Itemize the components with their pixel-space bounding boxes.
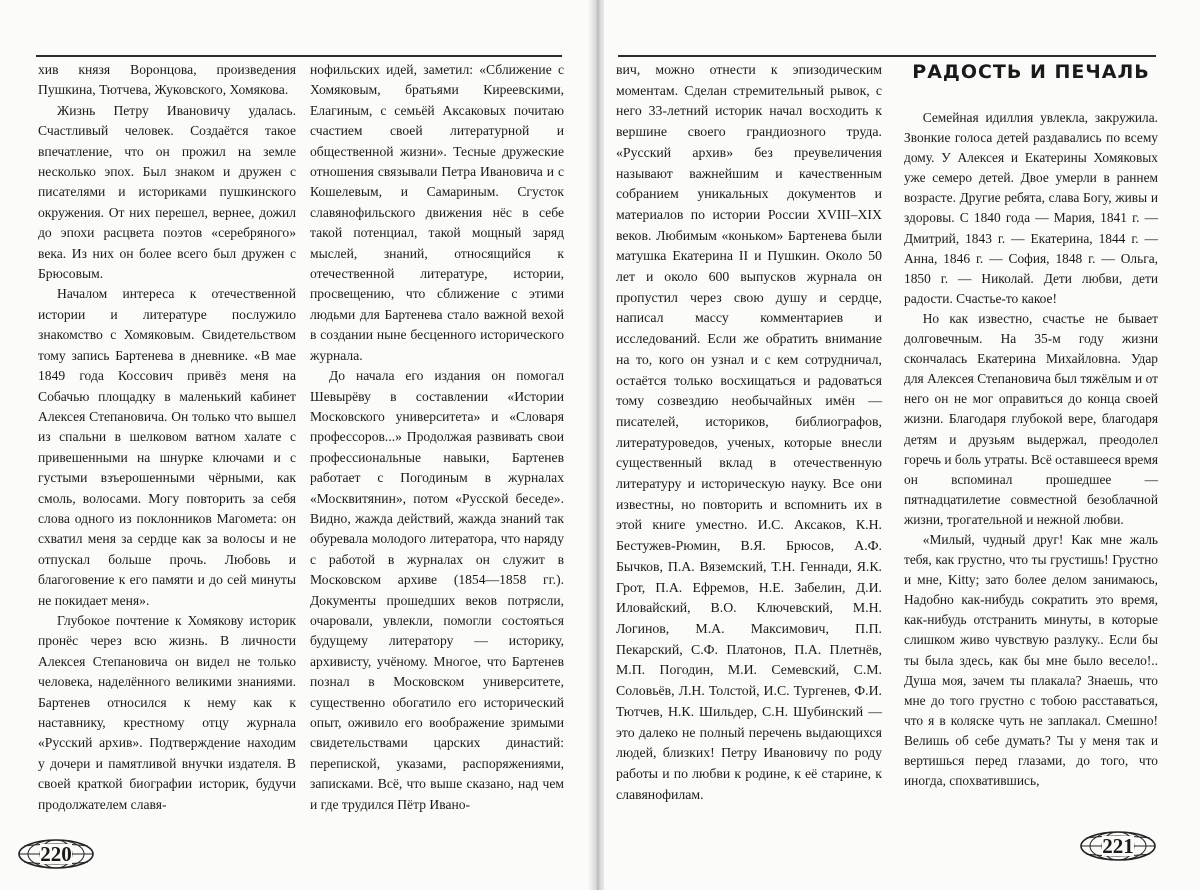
paragraph: Но как известно, счастье не бывает долговечным. На 35-м году жизни скончалась Екатерина Михайловна. Удар для Алексея Степановича был тяжёлым и от него он не мог оправиться до конца своей жизни. Благодаря глубокой вере, благодаря детям и друзьям выдержал, преодолел горечь и боль утраты. Всё оставшееся время он вспоминал прошедшее — пятнадцатилетие совместной безоблачной жизни, трогательной и нежной любви. <box>904 310 1158 527</box>
paragraph: Началом интереса к отечественной истории и литературе послужило знакомство с Хомяковым. Свидетельством тому запись Бартенева в дневнике. «В мае 1849 года Коссович привёз меня на Собачью площадку в маленький кабинет Алексея Степановича. Он только что вышел из спальни в шелковом ватном халате с привешенными на шнурке ключами и с густыми взъерошенными чёрными, как смоль, волосами. Могу повторить за себя слова одного из поклонников Магомета: он схватил меня за сердце как за волосы и не отпускал больше прочь. Любовь и благоговение к его памяти и до сей минуты не покидает меня». <box>38 286 296 608</box>
paragraph: Семейная идиллия увлекла, закружила. Звонкие голоса детей раздавались по всему дому. У Алексея и Екатерины Хомяковых уже семеро детей. Двое умерли в раннем возрасте. Другие ребята, слава Богу, живы и здоровы. С 1840 года — Мария, 1841 г. — Дмитрий, 1843 г. — Екатерина, 1844 г. — Анна, 1846 г. — София, 1848 г. — Ольга, 1850 г. — Николай. Дети любви, дети радости. Счастье-то какое! <box>904 110 1158 306</box>
chapter-heading: РАДОСТЬ И ПЕЧАЛЬ <box>912 61 1150 83</box>
paragraph: нофильских идей, заметил: «Сближение с Хомяковым, братьями Киреевскими, Елагиным, с семьёй Аксаковых почитаю счастием своей литературной и общественной жизни». Тесные дружеские отношения связывали Петра Ивановича и с Кошелевым, и Самариным. Сгусток славянофильского движения нёс в себе такой потенциал, такой мощный заряд мыслей, знаний, относящийся к отечественной литературе, истории, просвещению, что сближение с этими людьми для Бартенева стало важной вехой в создании ныне бесценного исторического журнала. <box>310 62 564 363</box>
paragraph: Глубокое почтение к Хомякову историк пронёс через всю жизнь. В личности Алексея Степановича он видел не только человека, наделённого великими знаниями. Бартенев относился к нему как к наставнику, крестному отцу журнала «Русский архив». Подтверждение находим у дочери и памятливой внучки издателя. В своей краткой биографии историк, будучи продолжателем славя- <box>38 612 296 812</box>
right-column-2 <box>904 60 1158 791</box>
page-number-ornament <box>1078 830 1158 862</box>
left-page <box>0 0 594 890</box>
page-number: 221 <box>1102 834 1134 858</box>
paragraph: «Милый, чудный друг! Как мне жаль тебя, как грустно, что ты грустишь! Грустно и мне, Kitty; зато более делом занимаюсь, Надобно как-нибудь сократить это время, как-нибудь отстранить минуты, в которые слишком живо чувствую разлуку.. Если бы ты была здесь, как бы мне было весело!.. Душа моя, зачем ты плакала? Знаешь, что мне до того грустно с тобою расставаться, что я в коляске чуть не заплакал. Смешно! Велишь об себе думать? Ты у меня так и вертишься перед глазами, до того, что иногда, спохватившись, <box>904 531 1158 789</box>
right-column-1 <box>616 60 882 805</box>
paragraph: вич, можно отнести к эпизодическим моментам. Сделан стремительный рывок, с него 33-летний историк начал восходить к вершине своего грандиозного труда. «Русский архив» без преувеличения называют важнейшим и качественным собранием уникальных документов и материалов по истории России XVIII–XIX веков. Любимым «коньком» Бартенева были матушка Екатерина II и Пушкин. Около 50 лет и около 600 выпусков журнала он пропустил через свою душу и сердце, написал массу комментариев и исследований. Если же обратить внимание на то, кого он узнал и с кем сотрудничал, остаётся только восхищаться и радоваться тому созвездию необычайных имён — писателей, историков, библиографов, литературоведов, ученых, которые внесли существенный вклад в отечественную литературу и историческую науку. Все они известны, но повторить и вспомнить их в этой книге уместно. И.С. Аксаков, К.Н. Бестужев-Рюмин, В.Я. Брюсов, А.Ф. Бычков, П.А. Вяземский, Т.Н. Геннади, Я.К. Грот, П.А. Ефремов, Н.Е. Забелин, Д.И. Иловайский, В.О. Ключевский, М.Н. Логинов, М.А. Максимович, П.П. Пекарский, С.Ф. Платонов, П.А. Плетнёв, М.П. Погодин, М.И. Семевский, С.М. Соловьёв, Л.Н. Толстой, И.С. Тургенев, Ф.И. Тютчев, Н.К. Шильдер, С.Н. Шубинский — это далеко не полный перечень выдающихся людей, близких! Петру Ивановичу по роду работы и по любви к родине, к её старине, к славянофилам. <box>616 62 882 802</box>
right-page <box>604 0 1200 890</box>
page-number: 220 <box>40 842 72 866</box>
left-column-1 <box>38 60 296 815</box>
top-rule <box>618 55 1156 57</box>
paragraph: До начала его издания он помогал Шевырёву в составлении «Истории Московского университета» и «Словаря профессоров...» Продолжая развивать свои профессиональные навыки, Бартенев работает с Погодиным в журналах «Москвитянин», потом «Русской беседе». Видно, жажда действий, жажда знаний так обуревала молодого литератора, что наряду с работой в журналах он служит в Московском архиве (1854—1858 гг.). Документы прошедших веков потрясли, очаровали, увлекли, помогли состояться будущему литератору — историку, архивисту, учёному. Многое, что Бартенев познал в Московском университете, существенно обогатило его исторический опыт, оживило его воображение зримыми свидетельствами царских династий: перепиской, указами, распоряжениями, записками. Всё, что выше сказано, над чем и где трудился Пётр Ивано- <box>310 368 564 812</box>
left-column-2 <box>310 60 564 815</box>
top-rule <box>36 55 562 57</box>
paragraph: Жизнь Петру Ивановичу удалась. Счастливый человек. Создаётся такое впечатление, что он прожил на земле несколько эпох. Был знаком и дружен с писателями и историками пушкинского окружения. От них перешел, вернее, дожил до эпохи расцвета поэтов «серебряного» века. Из них он более всего был дружен с Брюсовым. <box>38 102 296 282</box>
paragraph: хив князя Воронцова, произведения Пушкина, Тютчева, Жуковского, Хомякова. <box>38 62 296 98</box>
page-number-ornament <box>16 838 96 870</box>
